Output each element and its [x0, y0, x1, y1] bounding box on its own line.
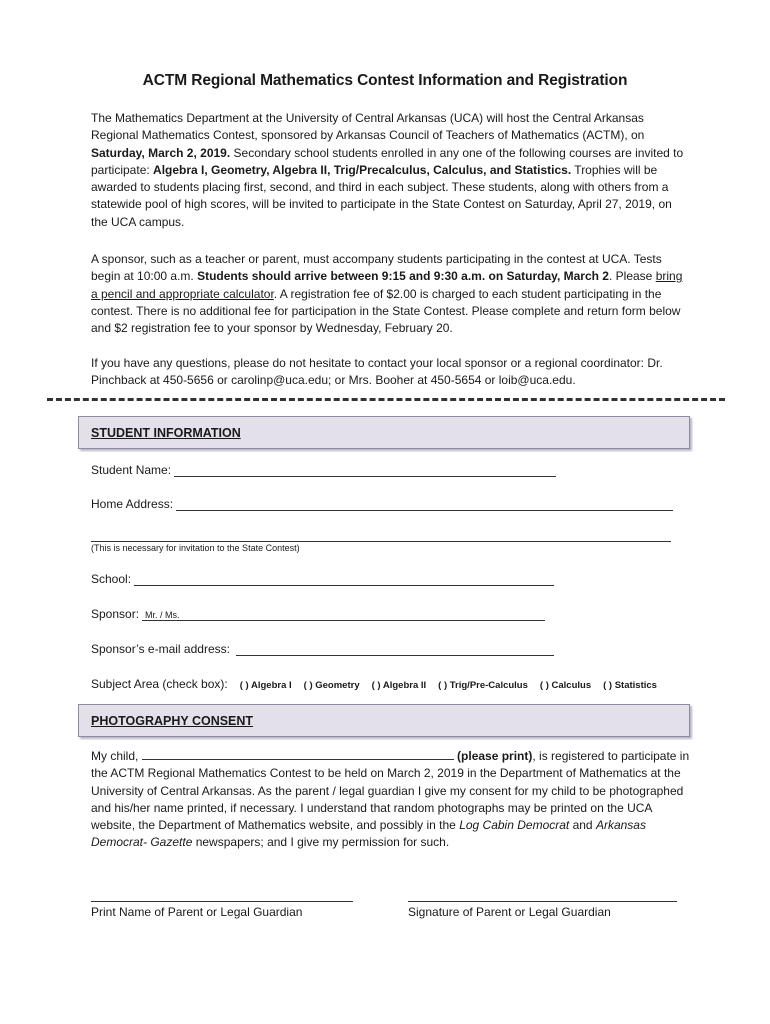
course-list: Algebra I, Geometry, Algebra II, Trig/Precalculus, Calculus, and Statistics. — [153, 162, 572, 177]
consent-text: newspapers; and I give my permission for such. — [192, 835, 450, 850]
field-label: Student Name: — [91, 463, 172, 477]
intro-text: . Please — [608, 269, 656, 284]
school-input-line[interactable] — [134, 573, 554, 586]
signature-label: Signature of Parent or Legal Guardian — [408, 905, 611, 919]
intro-paragraph-1 — [91, 110, 691, 231]
home-address-second-line[interactable] — [91, 541, 671, 542]
field-label: Sponsor’s e-mail address: — [91, 642, 230, 656]
intro-paragraph-3: If you have any questions, please do not hesitate to contact your local sponsor or a regional coordinator: Dr. Pinchback at 450-5656 or carolinp@uca.edu; or Mrs. Booher at 450-5654 or loib@uca.edu. — [91, 356, 663, 388]
arrival-time: Students should arrive between 9:15 and 9:30 a.m. on Saturday, March 2 — [197, 269, 609, 284]
checkbox-algebra-1[interactable]: ( ) Algebra I — [239, 680, 292, 691]
consent-text: , is registered to participate in the ACTM Regional Mathematics Contest to be held on March 2, 2019 in the Department of Mathematics at the University of Central Arkansas. As the parent / legal guardian I give my consent for my child to be photographed and his/her name printed, if necessary. I understand that random photographs may be printed on the UCA website, the Department of Mathematics website, and possibly in the — [91, 749, 690, 833]
signature-line[interactable] — [408, 901, 677, 902]
checkbox-statistics[interactable]: ( ) Statistics — [603, 680, 657, 691]
print-name-label: Print Name of Parent or Legal Guardian — [91, 905, 303, 919]
newspaper-name: Log Cabin Democrat — [459, 818, 570, 833]
checkbox-geometry[interactable]: ( ) Geometry — [303, 680, 360, 691]
sponsor-email-input-line[interactable] — [236, 643, 554, 656]
please-print-label: (please print) — [457, 749, 533, 763]
section-title: STUDENT INFORMATION — [91, 426, 241, 440]
intro-text: Trophies will be awarded to students placing first, second, and third in each subject. These students, along with others from a statewide pool of high scores, will be invited to participate in the State Contest on Saturday, April 27, 2019, on the UCA campus. — [91, 162, 672, 229]
home-address-field[interactable] — [91, 497, 673, 511]
consent-paragraph — [91, 748, 691, 852]
child-name-input-line[interactable] — [142, 748, 454, 760]
consent-text: My child, — [91, 749, 139, 763]
intro-text: Secondary school students enrolled in any one of the following courses are invited to participate: — [91, 145, 684, 177]
checkbox-trig-precalculus[interactable]: ( ) Trig/Pre-Calculus — [438, 680, 528, 691]
intro-text: A sponsor, such as a teacher or parent, must accompany students participating in the contest at UCA. Tests begin at 10:00 a.m. — [91, 252, 662, 284]
student-name-field[interactable] — [91, 463, 556, 477]
print-name-line[interactable] — [91, 901, 353, 902]
field-label: School: — [91, 572, 132, 586]
field-label: Sponsor: — [91, 607, 140, 621]
checkbox-algebra-2[interactable]: ( ) Algebra II — [371, 680, 427, 691]
checkbox-calculus[interactable]: ( ) Calculus — [539, 680, 592, 691]
contest-date: Saturday, March 2, 2019. — [91, 145, 231, 160]
student-name-input-line[interactable] — [174, 464, 556, 477]
sponsor-field[interactable] — [91, 607, 545, 621]
school-field[interactable] — [91, 572, 554, 586]
sponsor-input-line[interactable] — [142, 608, 545, 621]
intro-paragraph-2 — [91, 251, 691, 337]
field-label: Home Address: — [91, 497, 174, 511]
consent-text: and — [569, 818, 596, 833]
field-label: Subject Area (check box): — [91, 677, 228, 691]
sponsor-title-hint: Mr. / Ms. — [145, 610, 180, 620]
intro-text: The Mathematics Department at the University of Central Arkansas (UCA) will host the Central Arkansas Regional Mathematics Contest, sponsored by Arkansas Council of Teachers of Mathematics (ACTM), on — [91, 111, 645, 143]
home-address-input-line[interactable] — [176, 498, 673, 511]
newspaper-name: Arkansas Democrat- Gazette — [91, 818, 646, 850]
address-note: (This is necessary for invitation to the State Contest) — [91, 543, 300, 553]
student-information-header — [78, 416, 690, 449]
page-title: ACTM Regional Mathematics Contest Information and Registration — [142, 72, 628, 89]
section-title: PHOTOGRAPHY CONSENT — [91, 714, 254, 728]
sponsor-email-field[interactable] — [91, 642, 554, 656]
cut-line-divider — [47, 398, 725, 401]
intro-text: . A registration fee of $2.00 is charged to each student participating in the contest. There is no additional fee for participation in the State Contest. Please complete and return form below and $2 registration fee to your sponsor by Wednesday, February 20. — [91, 286, 681, 336]
bring-items: bring a pencil and appropriate calculator — [91, 269, 683, 301]
subject-area-checkboxes — [91, 677, 657, 691]
photography-consent-header — [78, 704, 690, 737]
